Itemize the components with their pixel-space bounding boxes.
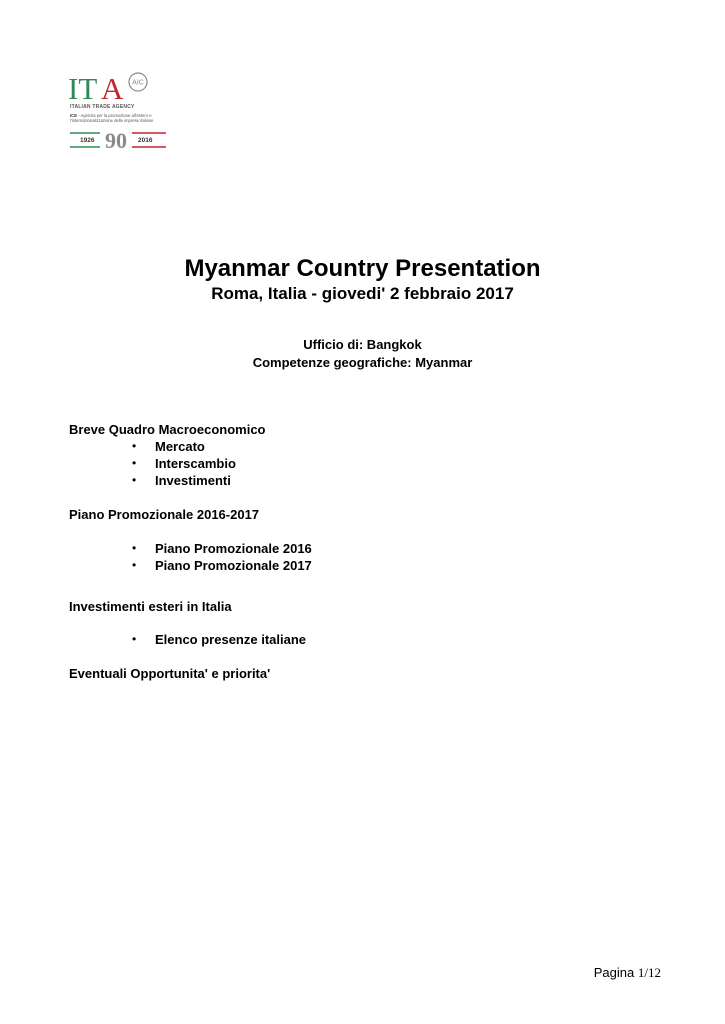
logo-ice-label: ICE — [70, 113, 77, 118]
list-item-label: Investimenti — [155, 473, 231, 488]
logo-aic-mark: AIC — [132, 79, 144, 87]
list-item — [130, 438, 236, 455]
logo-ice-text — [70, 113, 170, 123]
bullet-icon: • — [132, 456, 137, 470]
logo-agency-name: ITALIAN TRADE AGENCY — [70, 104, 135, 110]
section-list-promo — [130, 540, 312, 574]
section-list-investments — [130, 631, 306, 648]
page-footer — [594, 965, 661, 981]
logo-year-end: 2016 — [138, 137, 153, 144]
office-info — [0, 336, 725, 372]
document-title: Myanmar Country Presentation — [184, 255, 541, 282]
bullet-icon: • — [132, 632, 137, 646]
list-item — [130, 557, 312, 574]
bullet-icon: • — [132, 541, 137, 555]
page-label: Pagina — [593, 965, 635, 980]
list-item — [130, 472, 236, 489]
document-subtitle: Roma, Italia - giovedi' 2 febbraio 2017 — [211, 284, 514, 303]
list-item-label: Piano Promozionale 2016 — [155, 541, 312, 556]
list-item-label: Elenco presenze italiane — [155, 632, 307, 647]
list-item — [130, 631, 306, 648]
section-heading-investments: Investimenti esteri in Italia — [69, 599, 232, 614]
list-item-label: Mercato — [155, 439, 205, 454]
logo-anniversary-number: 90 — [105, 130, 127, 150]
section-heading-macro: Breve Quadro Macroeconomico — [69, 422, 266, 437]
section-list-macro — [130, 438, 236, 489]
bullet-icon: • — [132, 558, 137, 572]
list-item — [130, 540, 312, 557]
logo-ice-description: - Agenzia per la promozione all'estero e l'internazionalizzazione delle imprese italiane — [70, 113, 154, 124]
logo-letters-it: IT — [68, 71, 98, 104]
ita-logo — [68, 70, 168, 152]
logo-letter-a: A — [101, 71, 124, 104]
list-item — [130, 455, 236, 472]
list-item-label: Interscambio — [155, 456, 236, 471]
list-item-label: Piano Promozionale 2017 — [155, 558, 312, 573]
office-line: Ufficio di: Bangkok — [303, 337, 422, 352]
logo-anniversary — [70, 130, 166, 150]
ita-logo-mark — [68, 70, 168, 104]
section-heading-promo: Piano Promozionale 2016-2017 — [69, 507, 260, 522]
section-heading-opportunities: Eventuali Opportunita' e priorita' — [69, 666, 271, 681]
bullet-icon: • — [132, 473, 137, 487]
logo-year-start: 1926 — [80, 137, 95, 144]
page-number: 1/12 — [637, 965, 661, 980]
bullet-icon: • — [132, 439, 137, 453]
geographic-competence-line: Competenze geografiche: Myanmar — [252, 355, 473, 370]
